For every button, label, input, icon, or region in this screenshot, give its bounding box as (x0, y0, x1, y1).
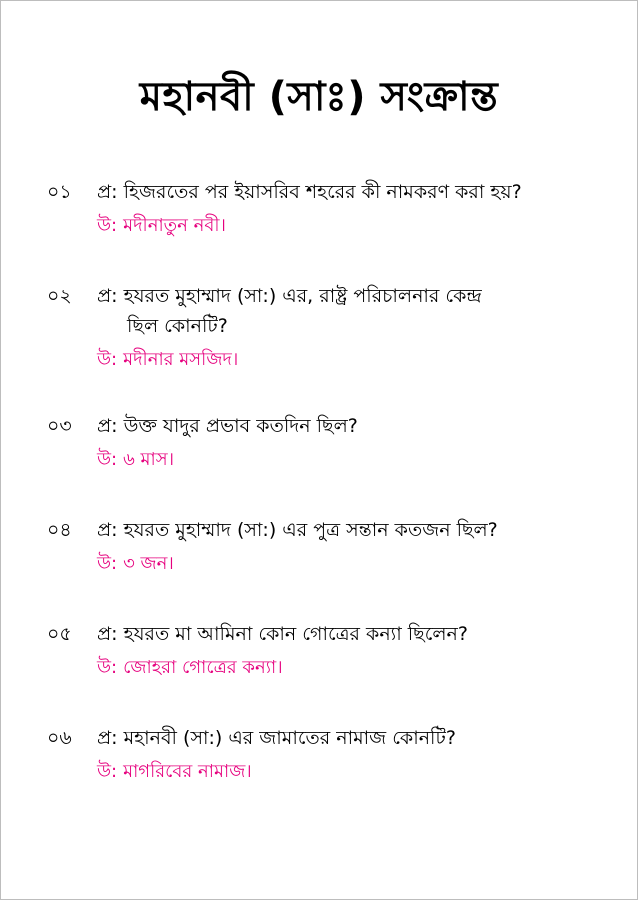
qa-item (47, 515, 607, 619)
question-text: হযরত মুহাম্মাদ (সা:) এর পুত্র সন্তান কতজন ছিল? (123, 519, 498, 541)
question (97, 723, 607, 753)
answer-label: উ: (97, 349, 118, 370)
qa-item (47, 177, 607, 281)
qa-list (47, 177, 607, 827)
qa-item (47, 411, 607, 515)
answer-text: ৩ জন। (123, 553, 174, 574)
question (97, 177, 607, 207)
answer-label: উ: (97, 449, 118, 470)
question-label: প্র: (97, 415, 118, 437)
answer (97, 445, 607, 475)
answer (97, 653, 607, 683)
question-number: ০৬ (47, 727, 72, 749)
question-number: ০৪ (47, 519, 72, 541)
question-number: ০৫ (47, 623, 72, 645)
question-number: ০১ (47, 181, 72, 203)
answer (97, 549, 607, 579)
question-text: মহানবী (সা:) এর জামাতের নামাজ কোনটি? (123, 727, 456, 749)
question (97, 515, 607, 545)
answer-label: উ: (97, 553, 118, 574)
answer-text: জোহরা গোত্রের কন্যা। (123, 657, 283, 678)
answer-label: উ: (97, 657, 118, 678)
answer-text: মদীনার মসজিদ। (123, 349, 239, 370)
question-number: ০৩ (47, 415, 72, 437)
question-number: ০২ (47, 285, 72, 307)
question-label: প্র: (97, 181, 118, 203)
question-text-continued: ছিল কোনটি? (127, 315, 228, 337)
answer-text: মাগরিবের নামাজ। (123, 761, 252, 782)
question-text: হিজরতের পর ইয়াসরিব শহরের কী নামকরণ করা হয়? (123, 181, 522, 203)
question (97, 619, 607, 649)
qa-item (47, 281, 607, 411)
answer (97, 345, 607, 375)
question-label: প্র: (97, 285, 118, 307)
question-label: প্র: (97, 727, 118, 749)
page-title: মহানবী (সাঃ) সংক্রান্ত (139, 74, 499, 120)
question-label: প্র: (97, 519, 118, 541)
question-text: হযরত মা আমিনা কোন গোত্রের কন্যা ছিলেন? (123, 623, 468, 645)
qa-item (47, 723, 607, 827)
question-text: হযরত মুহাম্মাদ (সা:) এর, রাষ্ট্র পরিচালনার কেন্দ্র (123, 285, 482, 307)
answer-label: উ: (97, 761, 118, 782)
question (97, 281, 607, 341)
answer-text: ৬ মাস। (123, 449, 175, 470)
question-text: উক্ত যাদুর প্রভাব কতদিন ছিল? (123, 415, 358, 437)
answer-text: মদীনাতুন নবী। (123, 215, 226, 236)
question-label: প্র: (97, 623, 118, 645)
answer-label: উ: (97, 215, 118, 236)
answer (97, 211, 607, 241)
question (97, 411, 607, 441)
answer (97, 757, 607, 787)
qa-item (47, 619, 607, 723)
